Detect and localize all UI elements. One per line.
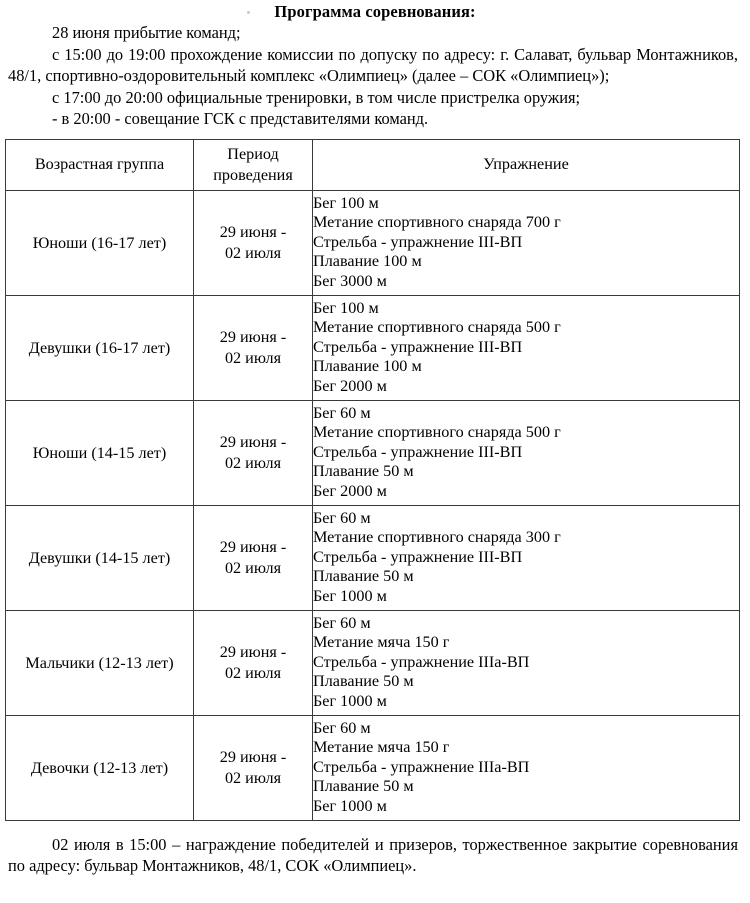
exercise-item: Стрельба - упражнение III-ВП xyxy=(313,442,523,461)
exercise-item: Стрельба - упражнение III-ВП xyxy=(313,547,523,566)
exercise-item: Бег 2000 м xyxy=(313,481,387,500)
cell-exercise-list xyxy=(313,190,740,295)
exercise-item: Бег 1000 м xyxy=(313,691,387,710)
cell-period-line1: 29 июня - xyxy=(219,538,287,556)
intro-paragraph-2: с 15:00 до 19:00 прохождение комиссии по допуску по адресу: г. Салават, бульвар Монтажников, 48/1, спортивно-оздоровительный комплекс «Олимпиец» (далее – СОК «Олимпиец»); xyxy=(8,44,738,85)
exercise-item: Метание мяча 150 г xyxy=(313,738,450,757)
cell-period-line1: 29 июня - xyxy=(219,643,287,661)
cell-period-line2: 02 июля xyxy=(224,558,282,577)
table-row xyxy=(6,295,740,400)
table-header-row xyxy=(6,139,740,190)
table-row xyxy=(6,715,740,820)
exercise-list xyxy=(313,614,739,711)
exercise-item: Метание мяча 150 г xyxy=(313,633,450,652)
cell-age-group: Девушки (14-15 лет) xyxy=(6,505,194,610)
cell-age-group: Девушки (16-17 лет) xyxy=(6,295,194,400)
cell-exercise-list xyxy=(313,505,740,610)
exercise-item: Бег 60 м xyxy=(313,403,371,422)
table-row xyxy=(6,400,740,505)
exercise-list xyxy=(313,404,739,501)
cell-age-group: Девочки (12-13 лет) xyxy=(6,715,194,820)
exercise-list xyxy=(313,509,739,606)
cell-period xyxy=(194,190,313,295)
cell-period-line2: 02 июля xyxy=(224,453,282,472)
table-header xyxy=(6,139,740,190)
exercise-item: Плавание 100 м xyxy=(313,357,422,376)
exercise-item: Бег 3000 м xyxy=(313,271,387,290)
cell-period-line1: 29 июня - xyxy=(219,748,287,766)
cell-age-group: Юноши (14-15 лет) xyxy=(6,400,194,505)
exercise-item: Плавание 100 м xyxy=(313,252,422,271)
exercise-item: Плавание 50 м xyxy=(313,462,414,481)
table-row xyxy=(6,610,740,715)
exercise-item: Бег 60 м xyxy=(313,508,371,527)
exercise-item: Бег 60 м xyxy=(313,613,371,632)
table-row xyxy=(6,190,740,295)
intro-paragraph-3: с 17:00 до 20:00 официальные тренировки, в том числе пристрелка оружия; xyxy=(52,87,581,107)
cell-age-group: Юноши (16-17 лет) xyxy=(6,190,194,295)
intro-paragraphs xyxy=(0,22,750,130)
cell-exercise-list xyxy=(313,715,740,820)
cell-period xyxy=(194,400,313,505)
exercise-item: Бег 1000 м xyxy=(313,796,387,815)
column-header-age-group-label: Возрастная группа xyxy=(34,155,165,174)
exercise-item: Стрельба - упражнение IIIа-ВП xyxy=(313,757,530,776)
footer-paragraph: 02 июля в 15:00 – награждение победителей и призеров, торжественное закрытие соревнования по адресу: бульвар Монтажников, 48/1, СОК «Олимпиец». xyxy=(8,834,738,875)
cell-period xyxy=(194,610,313,715)
table-body xyxy=(6,190,740,820)
column-header-period xyxy=(194,139,313,190)
cell-period-line2: 02 июля xyxy=(224,663,282,682)
cell-period xyxy=(194,505,313,610)
program-table-container xyxy=(5,139,739,821)
table-row xyxy=(6,505,740,610)
column-header-period-label-line2: проведения xyxy=(213,165,293,184)
column-header-period-label-line1: Период xyxy=(227,145,279,163)
cell-period-line1: 29 июня - xyxy=(219,433,287,451)
scan-speck-artifact xyxy=(247,11,250,14)
exercise-item: Метание спортивного снаряда 500 г xyxy=(313,318,561,337)
cell-period-line1: 29 июня - xyxy=(219,223,287,241)
exercise-item: Стрельба - упражнение III-ВП xyxy=(313,232,523,251)
exercise-list xyxy=(313,194,739,291)
cell-age-group: Мальчики (12-13 лет) xyxy=(6,610,194,715)
column-header-exercise-label: Упражнение xyxy=(483,155,569,174)
competition-program-table xyxy=(5,139,740,821)
exercise-item: Метание спортивного снаряда 300 г xyxy=(313,528,561,547)
exercise-item: Бег 100 м xyxy=(313,193,379,212)
column-header-age-group xyxy=(6,139,194,190)
cell-exercise-list xyxy=(313,610,740,715)
intro-paragraph-4: - в 20:00 - совещание ГСК с представителями команд. xyxy=(52,109,429,128)
exercise-item: Бег 100 м xyxy=(313,298,379,317)
exercise-item: Плавание 50 м xyxy=(313,567,414,586)
intro-paragraph-1: 28 июня прибытие команд; xyxy=(52,23,241,42)
exercise-item: Бег 2000 м xyxy=(313,376,387,395)
exercise-item: Метание спортивного снаряда 500 г xyxy=(313,423,561,442)
exercise-list xyxy=(313,719,739,816)
exercise-item: Плавание 50 м xyxy=(313,777,414,796)
cell-exercise-list xyxy=(313,295,740,400)
cell-period-line2: 02 июля xyxy=(224,348,282,367)
cell-period-line2: 02 июля xyxy=(224,243,282,262)
cell-period xyxy=(194,295,313,400)
exercise-item: Метание спортивного снаряда 700 г xyxy=(313,213,561,232)
cell-period-line2: 02 июля xyxy=(224,768,282,787)
column-header-exercise xyxy=(313,139,740,190)
exercise-item: Бег 1000 м xyxy=(313,586,387,605)
cell-period-line1: 29 июня - xyxy=(219,328,287,346)
exercise-list xyxy=(313,299,739,396)
exercise-item: Плавание 50 м xyxy=(313,672,414,691)
exercise-item: Бег 60 м xyxy=(313,718,371,737)
page-title: Программа соревнования: xyxy=(274,2,476,21)
exercise-item: Стрельба - упражнение III-ВП xyxy=(313,337,523,356)
footer-paragraphs xyxy=(0,821,750,877)
cell-exercise-list xyxy=(313,400,740,505)
cell-period xyxy=(194,715,313,820)
exercise-item: Стрельба - упражнение IIIа-ВП xyxy=(313,652,530,671)
